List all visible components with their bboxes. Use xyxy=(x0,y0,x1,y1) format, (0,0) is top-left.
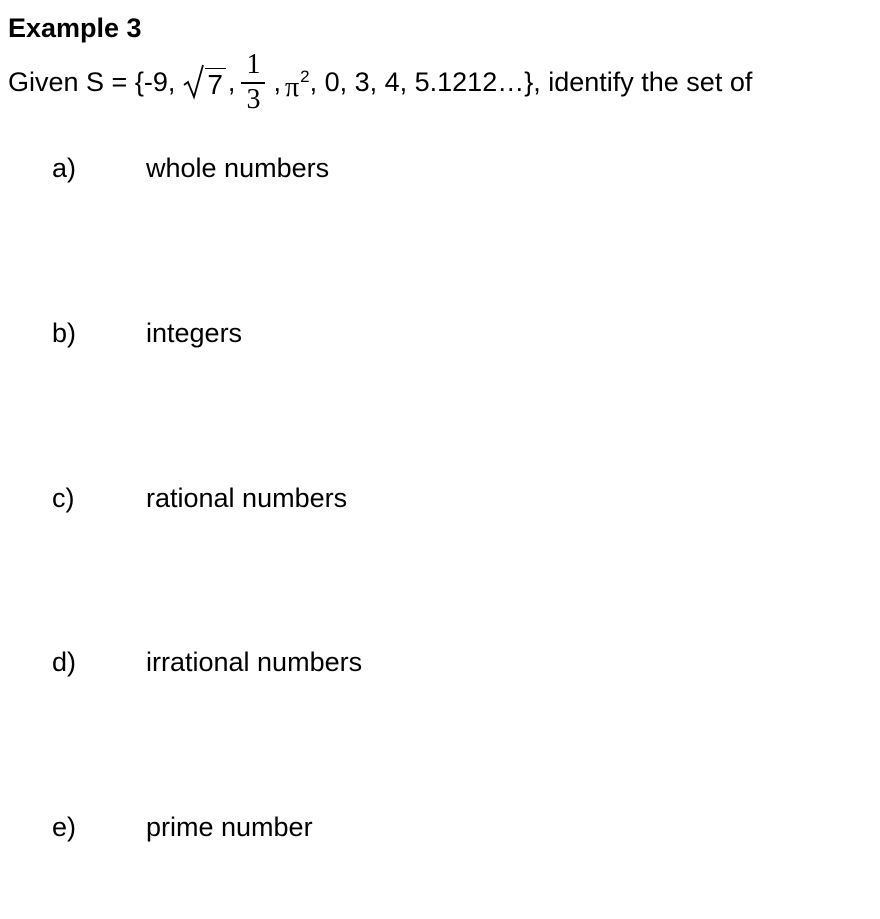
pi-squared-expression xyxy=(285,47,310,118)
fraction-numerator: 1 xyxy=(246,48,261,80)
pi-symbol: π xyxy=(284,71,300,103)
item-text: integers xyxy=(146,318,243,348)
item-letter: d) xyxy=(52,647,77,677)
fraction-denominator: 3 xyxy=(246,83,261,115)
item-letter: b) xyxy=(52,318,77,348)
sqrt-radicand: 7 xyxy=(205,68,226,100)
item-text: irrational numbers xyxy=(146,647,363,677)
pi-exponent: 2 xyxy=(300,66,310,86)
prompt-prefix: Given S = {-9, xyxy=(8,67,176,97)
example-title: Example 3 xyxy=(8,13,142,43)
item-text: rational numbers xyxy=(146,483,348,513)
item-text: whole numbers xyxy=(146,153,330,183)
item-text: prime number xyxy=(146,812,313,842)
item-letter: a) xyxy=(52,153,77,183)
prompt-suffix: , 0, 3, 4, 5.1212…}, identify the set of xyxy=(309,67,753,97)
radical-sign-icon xyxy=(183,64,205,100)
prompt-comma: , xyxy=(273,67,281,97)
square-root-expression xyxy=(183,64,226,100)
question-prompt xyxy=(8,47,752,117)
item-letter: c) xyxy=(52,483,75,513)
prompt-comma: , xyxy=(227,67,236,97)
fraction-expression xyxy=(241,48,265,115)
item-letter: e) xyxy=(52,812,77,842)
